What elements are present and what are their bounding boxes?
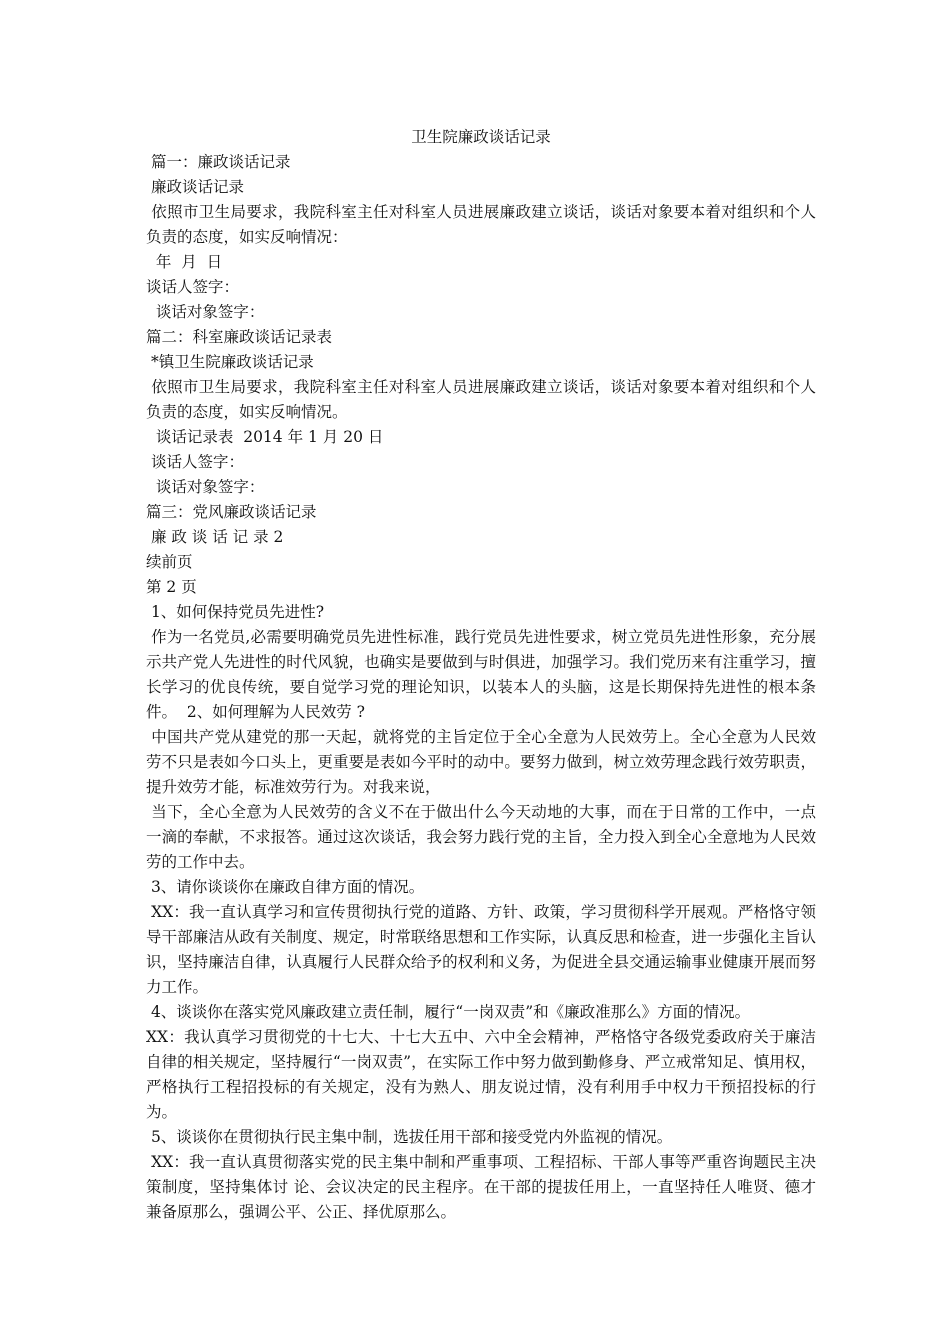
paragraph: XX：我一直认真贯彻落实党的民主集中制和严重事项、工程招标、干部人事等严重咨询题民主决策制度，坚持集体讨 论、会议决定的民主程序。在干部的提拔任用上，一直坚持任人唯贤、德才兼备原那么，强调公平、公正、择优原那么。	[146, 1153, 816, 1221]
signature-line: 谈话对象签字：	[146, 303, 265, 321]
document-blocks	[146, 150, 816, 1225]
subheading: 廉政谈话记录	[146, 178, 244, 196]
document-title: 卫生院廉政谈话记录	[411, 128, 551, 146]
paragraph: XX：我一直认真学习和宣传贯彻执行党的道路、方针、政策，学习贯彻科学开展观。严格恪守领导干部廉洁从政有关制度、规定，时常联络思想和工作实际，认真反思和检查，进一步强化主旨认识，坚持廉洁自律，认真履行人民群众给予的权利和义务，为促进全县交通运输事业健康开展而努力工作。	[146, 903, 816, 996]
document-body	[146, 125, 816, 1225]
question: 5、谈谈你在贯彻执行民主集中制，选拔任用干部和接受党内外监视的情况。	[146, 1128, 673, 1146]
question: 1、如何保持党员先进性?	[146, 603, 325, 621]
signature-line: 谈话人签字：	[146, 453, 244, 471]
paragraph: 依照市卫生局要求，我院科室主任对科室人员进展廉政建立谈话，谈话对象要本着对组织和个人负责的态度，如实反响情况：	[146, 203, 816, 246]
signature-line: 谈话人签字：	[146, 278, 240, 296]
page-number-label: 第 2 页	[146, 578, 197, 596]
continuation-label: 续前页	[146, 553, 193, 571]
date-line: 年 月 日	[146, 253, 223, 271]
section-heading-3: 篇三：党风廉政谈话记录	[146, 503, 317, 521]
paragraph: 中国共产党从建党的那一天起，就将党的主旨定位于全心全意为人民效劳上。全心全意为人民效劳不只是表如今口头上，更重要是表如今平时的动中。要努力做到，树立效劳理念践行效劳职责，提升效劳才能，标准效劳行为。对我来说，	[146, 728, 816, 796]
question: 3、请你谈谈你在廉政自律方面的情况。	[146, 878, 425, 896]
subheading: *镇卫生院廉政谈话记录	[146, 353, 314, 371]
section-heading-2: 篇二：科室廉政谈话记录表	[146, 328, 333, 346]
subheading: 廉 政 谈 话 记 录 2	[146, 528, 284, 546]
date-line: 谈话记录表 2014 年 1 月 20 日	[146, 428, 384, 446]
signature-line: 谈话对象签字：	[146, 478, 265, 496]
paragraph: 依照市卫生局要求，我院科室主任对科室人员进展廉政建立谈话，谈话对象要本着对组织和个人负责的态度，如实反响情况。	[146, 378, 816, 421]
paragraph: 当下，全心全意为人民效劳的含义不在于做出什么今天动地的大事，而在于日常的工作中，一点一滴的奉献，不求报答。通过这次谈话，我会努力践行党的主旨，全力投入到全心全意地为人民效劳的工作中去。	[146, 803, 816, 871]
section-heading-1: 篇一：廉政谈话记录	[146, 153, 291, 171]
paragraph: XX：我认真学习贯彻党的十七大、十七大五中、六中全会精神，严格恪守各级党委政府关于廉洁自律的相关规定，坚持履行“一岗双责”，在实际工作中努力做到勤修身、严立戒常知足、慎用权，严格执行工程招投标的有关规定，没有为熟人、朋友说过情，没有利用手中权力干预招投标的行为。	[146, 1028, 816, 1121]
paragraph: 作为一名党员,必需要明确党员先进性标准，践行党员先进性要求，树立党员先进性形象，充分展示共产党人先进性的时代风貌，也确实是要做到与时俱进，加强学习。我们党历来有注重学习，擅长学习的优良传统，要自觉学习党的理论知识，以装本人的头脑，这是长期保持先进性的根本条件。 2、如何理解为人民效劳 ?	[146, 628, 816, 721]
question: 4、谈谈你在落实党风廉政建立责任制，履行“一岗双责”和《廉政准那么》方面的情况。	[146, 1003, 751, 1021]
